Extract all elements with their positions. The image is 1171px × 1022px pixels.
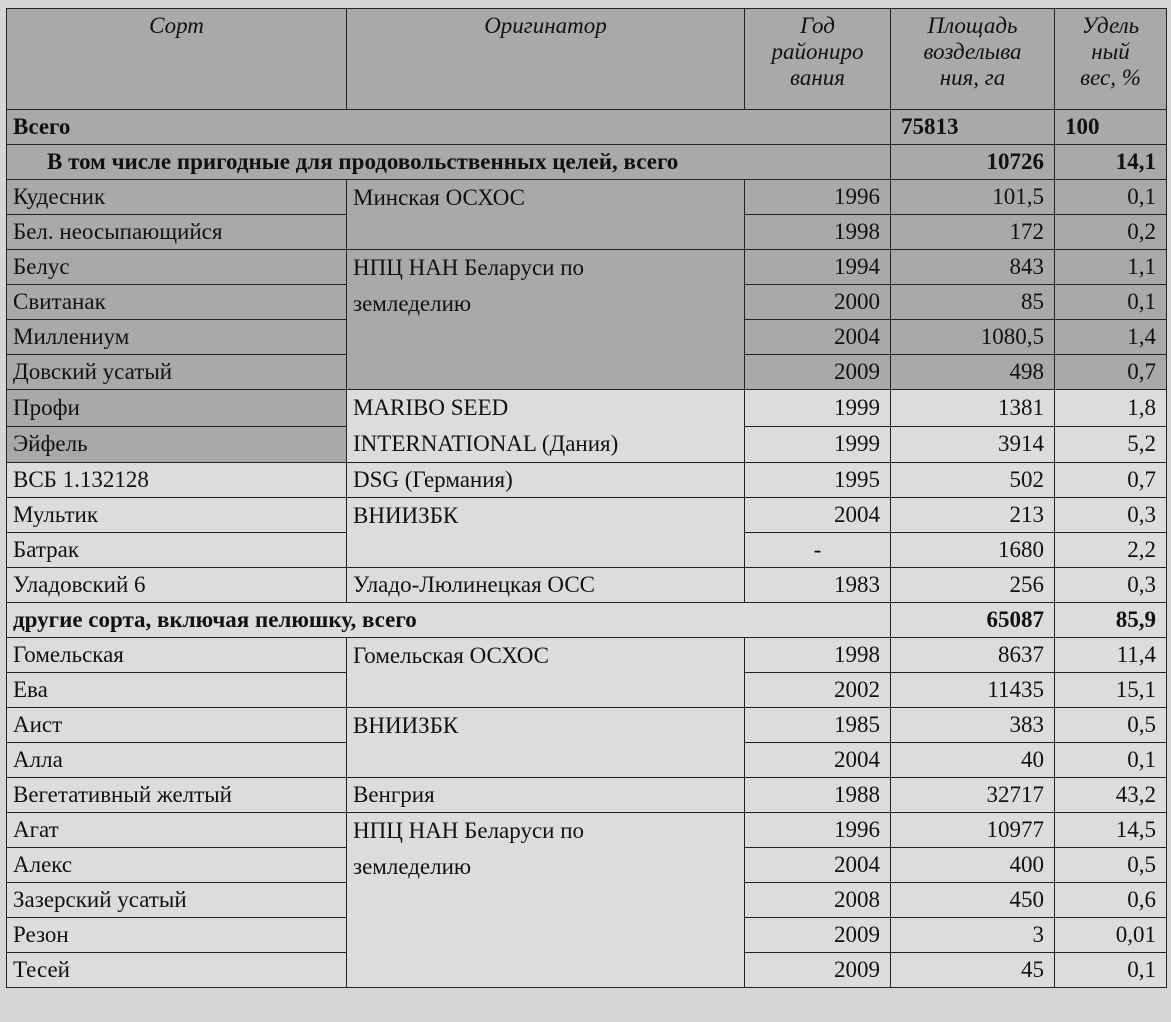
variety-cell: Тесей xyxy=(7,953,347,988)
year-cell: 2002 xyxy=(745,673,891,708)
other-group-row xyxy=(7,603,1167,638)
header-share: Удель ный вес, % xyxy=(1055,9,1167,110)
header-row xyxy=(7,9,1167,110)
share-cell: 0,1 xyxy=(1055,180,1167,215)
table-row xyxy=(7,708,1167,743)
area-cell: 3914 xyxy=(891,426,1055,463)
variety-cell: ВСБ 1.132128 xyxy=(7,463,347,498)
share-cell: 43,2 xyxy=(1055,778,1167,813)
share-cell: 0,6 xyxy=(1055,883,1167,918)
share-cell: 5,2 xyxy=(1055,426,1167,463)
variety-cell: Алекс xyxy=(7,848,347,883)
area-cell: 85 xyxy=(891,285,1055,320)
share-cell: 15,1 xyxy=(1055,673,1167,708)
originator-cell: Минская ОСХОС xyxy=(347,180,745,250)
share-cell: 0,1 xyxy=(1055,285,1167,320)
area-cell: 10977 xyxy=(891,813,1055,848)
header-originator: Оригинатор xyxy=(347,9,745,110)
originator-cell: DSG (Германия) xyxy=(347,463,745,498)
variety-cell: Мультик xyxy=(7,498,347,533)
other-group-share: 85,9 xyxy=(1055,603,1167,638)
year-cell: 1985 xyxy=(745,708,891,743)
variety-cell: Довский усатый xyxy=(7,355,347,390)
table-row xyxy=(7,498,1167,533)
variety-cell: Эйфель xyxy=(7,426,347,463)
originator-cell: Венгрия xyxy=(347,778,745,813)
originator-cell: MARIBO SEED INTERNATIONAL (Дания) xyxy=(347,390,745,463)
total-row xyxy=(7,110,1167,145)
other-group-label: другие сорта, включая пелюшку, всего xyxy=(7,603,891,638)
variety-cell: Ева xyxy=(7,673,347,708)
variety-cell: Свитанак xyxy=(7,285,347,320)
variety-cell: Бел. неосыпающийся xyxy=(7,215,347,250)
originator-cell: НПЦ НАН Беларуси по земледелию xyxy=(347,813,745,988)
total-share: 100 xyxy=(1055,110,1167,145)
table-row xyxy=(7,778,1167,813)
variety-cell: Зазерский усатый xyxy=(7,883,347,918)
year-cell: 1999 xyxy=(745,390,891,427)
table-row xyxy=(7,390,1167,427)
total-area: 75813 xyxy=(891,110,1055,145)
area-cell: 1381 xyxy=(891,390,1055,427)
year-cell: 2009 xyxy=(745,918,891,953)
table-row xyxy=(7,250,1167,285)
variety-cell: Резон xyxy=(7,918,347,953)
year-cell: 1998 xyxy=(745,638,891,673)
year-cell: 2004 xyxy=(745,498,891,533)
area-cell: 8637 xyxy=(891,638,1055,673)
variety-cell: Аист xyxy=(7,708,347,743)
originator-cell: НПЦ НАН Беларуси по земледелию xyxy=(347,250,745,390)
varieties-table xyxy=(6,8,1167,988)
area-cell: 213 xyxy=(891,498,1055,533)
area-cell: 1680 xyxy=(891,533,1055,568)
area-cell: 843 xyxy=(891,250,1055,285)
variety-cell: Батрак xyxy=(7,533,347,568)
originator-cell: ВНИИЗБК xyxy=(347,498,745,568)
area-cell: 101,5 xyxy=(891,180,1055,215)
header-variety: Сорт xyxy=(7,9,347,110)
share-cell: 1,1 xyxy=(1055,250,1167,285)
area-cell: 502 xyxy=(891,463,1055,498)
originator-cell: ВНИИЗБК xyxy=(347,708,745,778)
year-cell: 2000 xyxy=(745,285,891,320)
area-cell: 32717 xyxy=(891,778,1055,813)
header-year: Год райониро вания xyxy=(745,9,891,110)
table-row xyxy=(7,638,1167,673)
area-cell: 172 xyxy=(891,215,1055,250)
table-row xyxy=(7,813,1167,848)
header-area: Площадь возделыва ния, га xyxy=(891,9,1055,110)
share-cell: 14,5 xyxy=(1055,813,1167,848)
share-cell: 0,2 xyxy=(1055,215,1167,250)
area-cell: 256 xyxy=(891,568,1055,603)
year-cell: 1996 xyxy=(745,813,891,848)
area-cell: 40 xyxy=(891,743,1055,778)
variety-cell: Белус xyxy=(7,250,347,285)
year-cell: 2009 xyxy=(745,355,891,390)
area-cell: 383 xyxy=(891,708,1055,743)
variety-cell: Профи xyxy=(7,390,347,427)
share-cell: 0,01 xyxy=(1055,918,1167,953)
year-cell: 1983 xyxy=(745,568,891,603)
year-cell: - xyxy=(745,533,891,568)
area-cell: 400 xyxy=(891,848,1055,883)
total-label: Всего xyxy=(7,110,891,145)
share-cell: 0,7 xyxy=(1055,463,1167,498)
other-group-area: 65087 xyxy=(891,603,1055,638)
share-cell: 0,1 xyxy=(1055,743,1167,778)
variety-cell: Уладовский 6 xyxy=(7,568,347,603)
year-cell: 2009 xyxy=(745,953,891,988)
year-cell: 2008 xyxy=(745,883,891,918)
year-cell: 1994 xyxy=(745,250,891,285)
share-cell: 0,3 xyxy=(1055,498,1167,533)
variety-cell: Кудесник xyxy=(7,180,347,215)
area-cell: 450 xyxy=(891,883,1055,918)
share-cell: 1,4 xyxy=(1055,320,1167,355)
table-row xyxy=(7,568,1167,603)
table-row xyxy=(7,463,1167,498)
table-row xyxy=(7,180,1167,215)
variety-cell: Гомельская xyxy=(7,638,347,673)
variety-cell: Миллениум xyxy=(7,320,347,355)
share-cell: 2,2 xyxy=(1055,533,1167,568)
area-cell: 498 xyxy=(891,355,1055,390)
year-cell: 2004 xyxy=(745,848,891,883)
share-cell: 0,5 xyxy=(1055,848,1167,883)
food-group-label: В том числе пригодные для продовольственных целей, всего xyxy=(7,145,891,180)
variety-cell: Агат xyxy=(7,813,347,848)
share-cell: 0,3 xyxy=(1055,568,1167,603)
year-cell: 1988 xyxy=(745,778,891,813)
variety-cell: Алла xyxy=(7,743,347,778)
share-cell: 11,4 xyxy=(1055,638,1167,673)
area-cell: 11435 xyxy=(891,673,1055,708)
year-cell: 2004 xyxy=(745,320,891,355)
originator-cell: Уладо-Люлинецкая ОСС xyxy=(347,568,745,603)
variety-cell: Вегетативный желтый xyxy=(7,778,347,813)
originator-cell: Гомельская ОСХОС xyxy=(347,638,745,708)
share-cell: 1,8 xyxy=(1055,390,1167,427)
share-cell: 0,5 xyxy=(1055,708,1167,743)
share-cell: 0,1 xyxy=(1055,953,1167,988)
area-cell: 3 xyxy=(891,918,1055,953)
food-group-share: 14,1 xyxy=(1055,145,1167,180)
year-cell: 1998 xyxy=(745,215,891,250)
year-cell: 2004 xyxy=(745,743,891,778)
year-cell: 1996 xyxy=(745,180,891,215)
food-group-area: 10726 xyxy=(891,145,1055,180)
year-cell: 1995 xyxy=(745,463,891,498)
share-cell: 0,7 xyxy=(1055,355,1167,390)
area-cell: 1080,5 xyxy=(891,320,1055,355)
food-group-row xyxy=(7,145,1167,180)
year-cell: 1999 xyxy=(745,426,891,463)
area-cell: 45 xyxy=(891,953,1055,988)
